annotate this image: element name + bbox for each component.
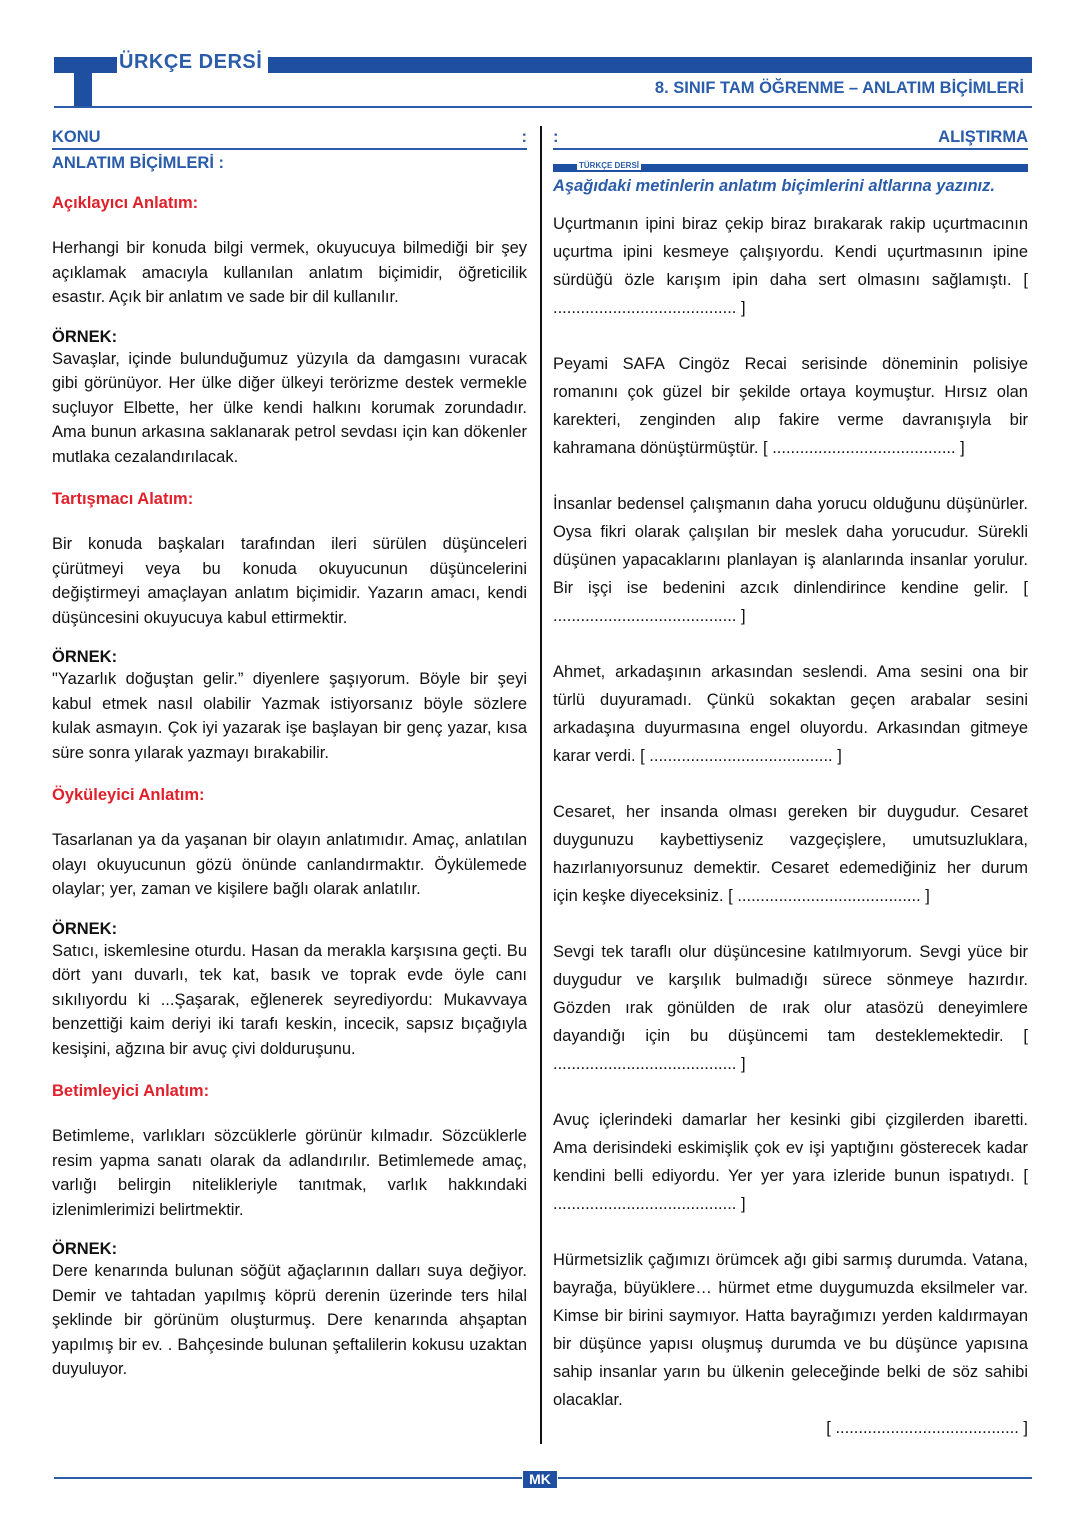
block-title: Öyküleyici Anlatım: — [52, 786, 205, 804]
exercise-item[interactable]: İnsanlar bedensel çalışmanın daha yorucu olduğunu düşünürler. Oysa fikri olarak çalışılan bir meslek daha yorucudur. Sürekli düşünen yapacaklarını planlayan iş alanlarında insanlar yorulur. Bir işçi ise bedenini azcık dinlendirince kendine gelir. [ ........................................ ] — [553, 495, 1028, 625]
block-definition: Herhangi bir konuda bilgi vermek, okuyucuya bilmediği bir şey açıklamak amacıyla kullanılan anlatım biçimidir, öğreticilik esastır. Açık bir anlatım ve sade bir dil kullanılır. — [52, 239, 527, 306]
exercise-item[interactable]: Ahmet, arkadaşının arkasından seslendi. Ama sesini ona bir türlü duyuramadı. Çünkü sokaktan geçen arabalar sesini arkadaşına duyurmasına engel oluyordu. Arkasından gitmeye karar verdi. [ ........................................ ] — [553, 663, 1028, 765]
exercise-title: ALIŞTIRMA — [938, 128, 1028, 146]
block-title: Açıklayıcı Anlatım: — [52, 194, 199, 212]
example-label: ÖRNEK: — [52, 1240, 118, 1258]
block-title: Tartışmacı Alatım: — [52, 490, 194, 508]
footer-logo: MK — [522, 1470, 558, 1489]
exercise-item[interactable]: Uçurtmanın ipini biraz çekip biraz bırakarak rakip uçurtmacının uçurtma ipini kesmeye çalışıyordu. Kendi uçurtmasının ipine sürdüğü özle karışım ipin daha sert olmasını sağlamıştı. [ ........................................ ] — [553, 215, 1028, 317]
example-label: ÖRNEK: — [52, 327, 118, 346]
example-text: "Yazarlık doğuştan gelir.” diyenlere şaşıyorum. Böyle bir şeyi kabul etmek nasıl olabilir Yazmak istiyorsanız böyle sözlere kulak asmayın. Çok iyi yazarak işe başlayan bir genç yazar, kısa süre sonra yılarak yazmayı bırakabilir. — [52, 670, 527, 762]
example-text: Savaşlar, içinde bulunduğumuz yüzyıla da damgasını vuracak gibi görünüyor. Her ülke diğer ülkeyi terörizme destek vermekle suçluyor Elbette, her ülke kendi halkını korumak zorundadır. Ama bunun arkasına saklanarak petrol sevdası için kan dökenler mutlaka cezalandırılacak. — [52, 349, 527, 466]
block-definition: Betimleme, varlıkları sözcüklerle görünür kılmadır. Sözcüklerle resim yapma sanatı olarak da adlandırılır. Betimlemede amaç, varlığı belirgin nitelikleriyle tanıtmak, varlık hakkındaki izlenimlerimizi belirtmektir. — [52, 1127, 527, 1219]
right-column — [553, 128, 1028, 1442]
left-column — [52, 128, 527, 1382]
mini-brand: TÜRKÇE DERSİ — [579, 161, 640, 170]
exercise-item[interactable]: Peyami SAFA Cingöz Recai serisinde döneminin polisiye romanını çok güzel bir şekilde ortaya koymuştur. Hırsız olan karekteri, zenginden alıp fakire verme davranışıyla bir kahramana dönüştürmüştür. [ ........................................ ] — [553, 355, 1028, 457]
konu-label: KONU — [52, 128, 101, 146]
exercise-item[interactable]: Cesaret, her insanda olması gereken bir duygudur. Cesaret duygunuzu kaybettiyseniz vazgeçişlere, umutsuzluklara, hazırlanıyorsunuz demektir. Cesaret edemediğiniz her durum için keşke diyeceksiniz. [ ........................................ ] — [553, 803, 1028, 905]
brand-title: ÜRKÇE DERSİ — [117, 51, 268, 74]
block-definition: Bir konuda başkaları tarafından ileri sürülen düşünceleri çürütmeyi veya bu konuda okuyucunun düşüncelerini değiştirmeyi amaçlayan anlatım biçimidir. Yazarın amacı, kendi düşüncesini okuyucuya kabul ettirmektir. — [52, 535, 527, 627]
exercise-colon: : — [553, 128, 559, 146]
section-title: ANLATIM BİÇİMLERİ : — [52, 154, 225, 172]
header-divider — [54, 106, 1032, 108]
mini-brand-bar — [553, 161, 1028, 172]
example-text: Satıcı, iskemlesine oturdu. Hasan da merakla karşısına geçti. Bu dört yanı duvarlı, tek kat, basık ve toprak evde öyle canı sıkılıyordu ki ...Şaşarak, eğlenerek seyrediyordu: Mukavvaya benzettiği kaim deriyi iki tarafı keskin, incecik, sapsız bıçağıyla kesişini, ağzına bir avuç çivi dolduruşunu. — [52, 941, 527, 1058]
block-definition: Tasarlanan ya da yaşanan bir olayın anlatımıdır. Amaç, anlatılan olayı okuyucunun gözü önünde canlandırmaktır. Öykülemede olaylar; yer, zaman ve kişilere bağlı olarak anlatılır. — [52, 831, 527, 898]
last-answer-blank[interactable]: [ ........................................ ] — [826, 1419, 1028, 1437]
example-text: Dere kenarında bulunan söğüt ağaçlarının dalları suya değiyor. Demir ve tahtadan yapılmış köprü derenin üzerinde ters hilal şeklinde bir görünüm oluşturmuş. Dere kenarında ahşaptan yapılmış bir ev. . Bahçesinde bulunan şeftalilerin kokusu uzaktan duyuluyor. — [52, 1262, 527, 1378]
instruction: Aşağıdaki metinlerin anlatım biçimlerini altlarına yazınız. — [553, 177, 995, 195]
exercise-item[interactable]: Sevgi tek taraflı olur düşüncesine katılmıyorum. Sevgi yüce bir duygudur ve karşılık bulmadığı sürece sönmeye hazırdır. Gözden ırak gönülden de ırak olur atasözü deneyimlere dayandığı için bu düşüncemi tam desteklemektedir. [ ........................................ ] — [553, 943, 1028, 1073]
block-title: Betimleyici Anlatım: — [52, 1082, 210, 1100]
logo-t-stem — [74, 57, 92, 107]
exercise-item[interactable]: Hürmetsizlik çağımızı örümcek ağı gibi sarmış durumda. Vatana, bayrağa, büyüklere… hürmet etme duygumuzda eksilmeler var. Kimse bir birini saymıyor. Hatta bayrağımızı yerden kaldırmayan bir düşünce yapısı oluşmuş durumda ve bu düşünce yapısına sahip insanlar yarın bu ülkenin geleceğinde belki de söz sahibi olacaklar. — [553, 1251, 1028, 1409]
page-subtitle: 8. SINIF TAM ÖĞRENME – ANLATIM BİÇİMLERİ — [654, 79, 1024, 97]
konu-heading — [52, 128, 527, 150]
column-divider — [540, 126, 542, 1444]
konu-colon: : — [521, 128, 527, 146]
example-label: ÖRNEK: — [52, 919, 118, 938]
example-label: ÖRNEK: — [52, 648, 118, 666]
exercise-heading — [553, 128, 1028, 150]
exercise-item[interactable]: Avuç içlerindeki damarlar her kesinki gibi çizgilerden ibaretti. Ama derisindeki eskimişlik çok ev işi yaptığını gösterecek kadar kendini belli ediyordu. Yer yer yara izleride bunun ispatıydı. [ ........................................ ] — [553, 1111, 1028, 1213]
